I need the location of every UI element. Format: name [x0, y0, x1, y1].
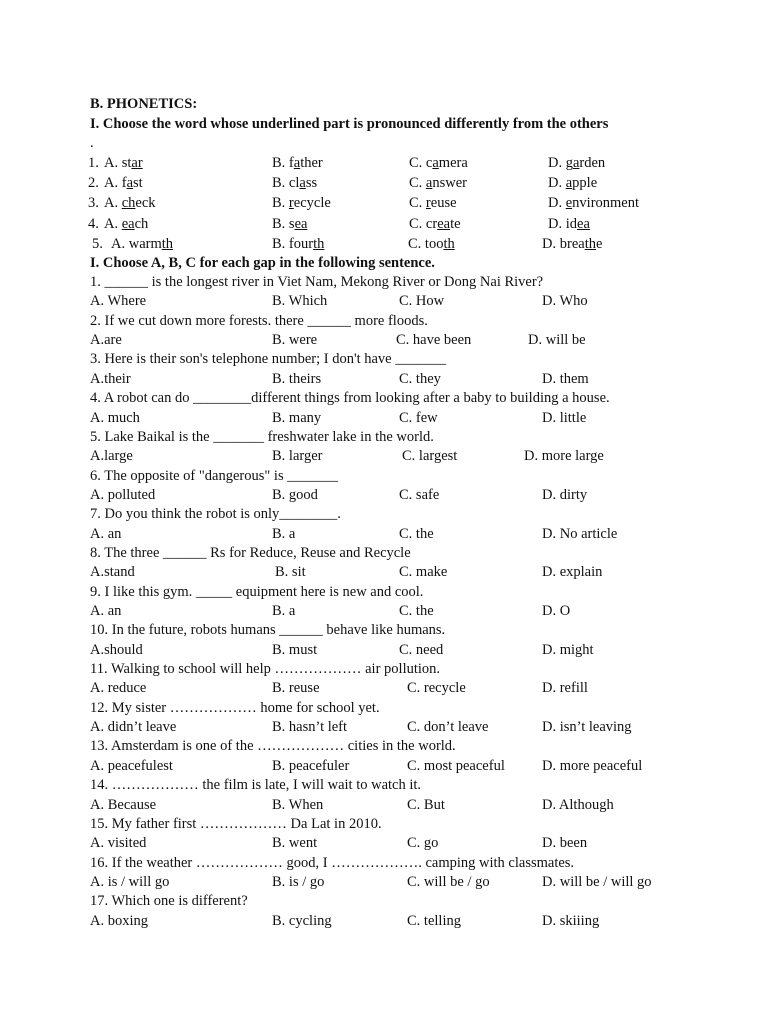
- word-part: ther: [300, 155, 323, 171]
- option-letter: C.: [409, 155, 426, 171]
- word-part: warm: [128, 236, 162, 252]
- question-line: [0, 891, 768, 911]
- option-d: [548, 214, 590, 234]
- question-line: [0, 620, 768, 640]
- option-letter: B.: [272, 175, 289, 191]
- word-part: c: [425, 155, 433, 171]
- question-line: [0, 736, 768, 756]
- question-text: 12. My sister ……………… home for school yet.: [90, 699, 380, 716]
- underlined-part: ar: [131, 155, 143, 171]
- phonetics-item: [0, 173, 768, 193]
- option-a: [104, 214, 148, 234]
- option-c: [409, 193, 457, 213]
- option-d: [548, 193, 639, 213]
- underlined-part: a: [432, 155, 439, 171]
- word-part: s: [288, 216, 295, 232]
- answer-a: A.are: [90, 332, 122, 349]
- option-d: [548, 153, 605, 173]
- answer-row: [0, 369, 768, 389]
- answer-c: C. largest: [402, 448, 458, 465]
- item-number: 1.: [88, 155, 99, 171]
- question-text: 2. If we cut down more forests. there ______ more floods.: [90, 312, 428, 329]
- answer-b: B. reuse: [272, 680, 320, 697]
- word-part: ch: [134, 216, 149, 232]
- answer-d: D. skiiing: [542, 912, 600, 929]
- question-line: [0, 349, 768, 369]
- answer-row: [0, 446, 768, 466]
- item-number: 4.: [88, 216, 99, 232]
- question-text: 13. Amsterdam is one of the ……………… cities in the world.: [90, 738, 456, 755]
- answer-d: D. explain: [542, 564, 603, 581]
- answer-b: B. a: [272, 603, 296, 619]
- option-b: [272, 193, 331, 213]
- word-part: too: [424, 236, 444, 252]
- answer-row: [0, 524, 768, 544]
- question-line: [0, 466, 768, 486]
- answer-a: A. didn’t leave: [90, 719, 177, 736]
- answer-row: [0, 756, 768, 776]
- question-line: [0, 698, 768, 718]
- underlined-part: ea: [437, 216, 451, 232]
- option-a: [111, 234, 173, 254]
- answer-row: [0, 408, 768, 428]
- answer-c: C. the: [399, 525, 434, 542]
- answer-row: [0, 833, 768, 853]
- answer-b: B. Which: [272, 293, 328, 310]
- answer-d: D. will be / will go: [542, 873, 652, 890]
- answer-a: A.should: [90, 641, 143, 658]
- answer-d: D. more large: [524, 448, 604, 465]
- word-part: f: [121, 175, 127, 191]
- word-part: rden: [579, 155, 606, 171]
- option-c: [409, 214, 461, 234]
- part1-heading-cont: .: [90, 135, 94, 151]
- answer-d: D. more peaceful: [542, 757, 643, 774]
- option-letter: B.: [272, 155, 289, 171]
- underlined-part: th: [313, 236, 325, 252]
- underlined-part: ch: [121, 195, 136, 211]
- option-d: [542, 234, 602, 254]
- option-b: [272, 234, 324, 254]
- underlined-part: a: [126, 175, 134, 191]
- option-b: [272, 214, 307, 234]
- underlined-part: r: [288, 195, 294, 211]
- answer-a: A.large: [90, 448, 133, 465]
- answer-d: D. them: [542, 370, 589, 387]
- option-letter: D.: [548, 155, 566, 171]
- answer-a: A. visited: [90, 835, 147, 852]
- item-number: 3.: [88, 195, 99, 211]
- question-text: 6. The opposite of "dangerous" is _______: [90, 467, 338, 484]
- question-line: [0, 543, 768, 563]
- answer-b: B. good: [272, 486, 318, 503]
- question-text: 16. If the weather ……………… good, I ………………. camping with classmates.: [90, 854, 575, 871]
- phonetics-item: [0, 153, 768, 173]
- option-letter: B.: [272, 216, 289, 232]
- answer-a: A. an: [90, 525, 122, 542]
- answer-c: C. will be / go: [407, 873, 490, 890]
- answer-b: B. When: [272, 796, 324, 813]
- answer-d: D. isn’t leaving: [542, 719, 632, 736]
- word-part: ss: [305, 175, 318, 191]
- answer-b: B. is / go: [272, 873, 325, 890]
- answer-a: A.stand: [90, 564, 135, 581]
- word-part: g: [565, 155, 573, 171]
- question-text: 15. My father first ……………… Da Lat in 2010.: [90, 815, 382, 832]
- option-c: [409, 153, 468, 173]
- word-part: nswer: [432, 175, 467, 191]
- answer-d: D. might: [542, 641, 594, 658]
- underlined-part: a: [572, 155, 580, 171]
- question-text: 1. ______ is the longest river in Viet Nam, Mekong River or Dong Nai River?: [90, 274, 544, 290]
- underlined-part: ea: [294, 216, 308, 232]
- answer-row: [0, 562, 768, 582]
- answer-c: C. recycle: [407, 680, 466, 697]
- underlined-part: a: [293, 155, 301, 171]
- answer-a: A. peacefulest: [90, 757, 173, 774]
- option-letter: D.: [548, 175, 566, 191]
- answer-a: A. boxing: [90, 912, 148, 929]
- option-b: [272, 153, 323, 173]
- question-text: 14. ……………… the film is late, I will wait to watch it.: [90, 777, 422, 794]
- option-c: [409, 173, 467, 193]
- part2-heading-line: [0, 253, 768, 273]
- part1-heading-cont-line: [0, 133, 768, 153]
- answer-d: D. been: [542, 835, 588, 852]
- question-line: [0, 388, 768, 408]
- answer-d: D. Although: [542, 796, 614, 813]
- answer-a: A. Because: [90, 796, 157, 813]
- item-number: 5.: [92, 236, 103, 252]
- answer-c: C. need: [399, 641, 444, 658]
- answer-b: B. peacefuler: [272, 757, 350, 774]
- underlined-part: ea: [121, 216, 135, 232]
- answer-b: B. theirs: [272, 370, 322, 387]
- answer-b: B. cycling: [272, 912, 332, 929]
- answer-row: [0, 485, 768, 505]
- word-part: mera: [438, 155, 468, 171]
- answer-c: C. have been: [396, 332, 472, 349]
- question-line: [0, 504, 768, 524]
- underlined-part: ea: [577, 216, 590, 232]
- option-letter: A.: [104, 155, 122, 171]
- underlined-part: e: [565, 195, 573, 211]
- answer-d: D. will be: [528, 332, 586, 349]
- question-text: 10. In the future, robots humans ______ behave like humans.: [90, 622, 446, 639]
- option-letter: D.: [542, 236, 560, 252]
- option-a: [104, 153, 143, 173]
- option-c: [408, 234, 455, 254]
- underlined-part: a: [425, 175, 433, 191]
- answer-c: C. they: [399, 370, 441, 387]
- answer-c: C. make: [399, 564, 448, 581]
- answer-c: C. the: [399, 603, 434, 619]
- option-letter: B.: [272, 195, 289, 211]
- part1-heading: I. Choose the word whose underlined part is pronounced differently from the others: [90, 116, 609, 132]
- answer-row: [0, 601, 768, 621]
- answer-a: A. is / will go: [90, 873, 170, 890]
- section-title: B. PHONETICS:: [90, 96, 198, 112]
- answer-row: [0, 717, 768, 737]
- word-part: pple: [572, 175, 598, 191]
- answer-b: B. many: [272, 409, 322, 426]
- answer-d: D. No article: [542, 525, 618, 542]
- question-text: 5. Lake Baikal is the _______ freshwater lake in the world.: [90, 428, 434, 445]
- answer-c: C. safe: [399, 486, 440, 503]
- word-part: ecycle: [293, 195, 331, 211]
- word-part: id: [565, 216, 578, 232]
- answer-row: [0, 911, 768, 931]
- word-part: euse: [430, 195, 457, 211]
- option-d: [548, 173, 597, 193]
- option-letter: A.: [111, 236, 129, 252]
- question-text: 7. Do you think the robot is only________.: [90, 506, 341, 523]
- underlined-part: th: [161, 236, 174, 252]
- answer-a: A. polluted: [90, 486, 156, 503]
- answer-a: A. Where: [90, 293, 147, 310]
- word-part: cr: [425, 216, 438, 232]
- option-letter: C.: [409, 175, 426, 191]
- question-line: [0, 814, 768, 834]
- question-text: 8. The three ______ Rs for Reduce, Reuse and Recycle: [90, 544, 411, 561]
- answer-a: A. reduce: [90, 680, 147, 697]
- word-part: st: [133, 175, 143, 191]
- answer-b: B. went: [272, 835, 318, 852]
- question-line: [0, 582, 768, 602]
- answer-row: [0, 795, 768, 815]
- question-line: [0, 427, 768, 447]
- answer-c: C. telling: [407, 912, 461, 929]
- question-text: 9. I like this gym. _____ equipment here is new and cool.: [90, 583, 424, 600]
- answer-a: A. much: [90, 409, 140, 426]
- underlined-part: a: [299, 175, 306, 191]
- answer-d: D. O: [542, 603, 571, 619]
- word-part: f: [288, 155, 294, 171]
- option-letter: D.: [548, 216, 566, 232]
- part1-heading-line: [0, 114, 768, 134]
- option-letter: C.: [409, 195, 426, 211]
- answer-row: [0, 640, 768, 660]
- answer-b: B. sit: [275, 564, 306, 581]
- answer-b: B. must: [272, 641, 318, 658]
- answer-a: A.their: [90, 370, 131, 387]
- option-a: [104, 173, 143, 193]
- option-letter: A.: [104, 175, 122, 191]
- answer-row: [0, 872, 768, 892]
- option-letter: A.: [104, 216, 122, 232]
- phonetics-item: [0, 193, 768, 213]
- word-part: nvironment: [572, 195, 640, 211]
- answer-c: C. How: [399, 293, 445, 310]
- answer-row: [0, 678, 768, 698]
- answer-d: D. Who: [542, 293, 588, 310]
- underlined-part: r: [425, 195, 431, 211]
- question-text: 17. Which one is different?: [90, 893, 248, 910]
- answer-c: C. don’t leave: [407, 719, 489, 736]
- section-title-line: [0, 94, 768, 114]
- answer-d: D. dirty: [542, 486, 588, 503]
- option-letter: C.: [408, 236, 425, 252]
- underlined-part: a: [565, 175, 573, 191]
- option-a: [104, 193, 156, 213]
- answer-d: D. refill: [542, 680, 588, 697]
- answer-b: B. larger: [272, 448, 323, 465]
- question-line: [0, 659, 768, 679]
- question-line: [0, 853, 768, 873]
- question-line: [0, 272, 768, 292]
- underlined-part: th: [443, 236, 455, 252]
- answer-b: B. were: [272, 332, 318, 349]
- option-letter: B.: [272, 236, 289, 252]
- question-text: 3. Here is their son's telephone number; I don't have _______: [90, 351, 446, 368]
- answer-a: A. an: [90, 603, 122, 619]
- word-part: cl: [288, 175, 300, 191]
- question-text: 11. Walking to school will help ……………… air pollution.: [90, 661, 441, 677]
- phonetics-item: [0, 214, 768, 234]
- underlined-part: th: [584, 236, 596, 252]
- word-part: e: [595, 236, 603, 252]
- question-text: 4. A robot can do ________different things from looking after a baby to building a house.: [90, 390, 610, 407]
- option-letter: D.: [548, 195, 566, 211]
- answer-c: C. go: [407, 835, 439, 852]
- option-letter: C.: [409, 216, 426, 232]
- word-part: four: [288, 236, 314, 252]
- question-line: [0, 311, 768, 331]
- item-number: 2.: [88, 175, 99, 191]
- answer-row: [0, 291, 768, 311]
- answer-d: D. little: [542, 409, 587, 426]
- answer-c: C. most peaceful: [407, 757, 505, 774]
- answer-b: B. hasn’t left: [272, 719, 348, 736]
- question-line: [0, 775, 768, 795]
- option-b: [272, 173, 317, 193]
- answer-c: C. few: [399, 409, 438, 426]
- answer-c: C. But: [407, 796, 445, 813]
- word-part: eck: [135, 195, 156, 211]
- word-part: brea: [559, 236, 585, 252]
- part2-heading: I. Choose A, B, C for each gap in the following sentence.: [90, 255, 435, 271]
- word-part: st: [121, 155, 132, 171]
- answer-b: B. a: [272, 525, 296, 542]
- phonetics-item: [0, 234, 768, 254]
- option-letter: A.: [104, 195, 122, 211]
- word-part: te: [450, 216, 461, 232]
- answer-row: [0, 330, 768, 350]
